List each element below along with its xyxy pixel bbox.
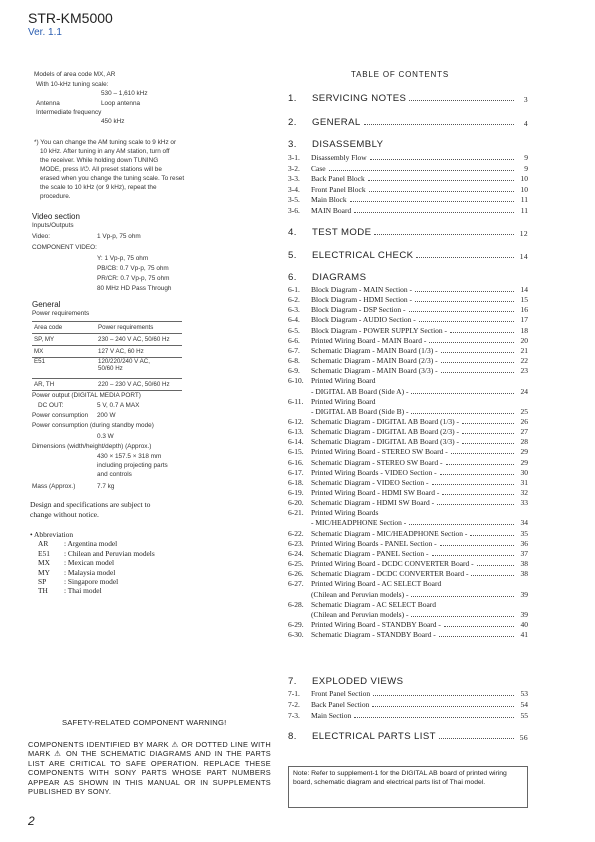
toc-leader-dots	[411, 616, 514, 617]
video-section: Video section Inputs/Outputs Video: 1 Vp-p, 75 ohm COMPONENT VIDEO: Y: 1 Vp-p, 75 ohm PB/CB: 0.7 Vp-p, 75 ohm PR/CR: 0.7 Vp-p, 75 ohm 80 MHz HD Pass Through	[32, 212, 172, 292]
toc-leader-dots	[439, 738, 514, 739]
toc-page-number: 11	[520, 195, 528, 205]
safety-warning-text: COMPONENTS IDENTIFIED BY MARK ⚠ OR DOTTED LINE WITH MARK ⚠ ON THE SCHEMATIC DIAGRAMS AND IN THE PARTS LIST ARE CRITICAL TO SAFE OPERATION. REPLACE THESE COMPONENTS WITH SONY PARTS WHOSE PART NUMBERS APPEAR AS SHOWN IN THIS MANUAL OR IN SUPPLEMENTS PUBLISHED BY SONY.	[28, 740, 271, 797]
toc-page-number: 17	[520, 315, 528, 325]
toc-page-number: 4	[523, 119, 528, 128]
toc-page-number: 29	[520, 447, 528, 457]
toc-entry[interactable]: 6-9. Schematic Diagram - MAIN Board (3/3) - 23	[288, 366, 528, 376]
toc-entry[interactable]: 6-23. Printed Wiring Boards - PANEL Section - 36	[288, 538, 528, 548]
toc-entry[interactable]: 6-12. Schematic Diagram - DIGITAL AB Board (1/3) - 26	[288, 416, 528, 426]
toc-leader-dots	[441, 352, 514, 353]
models-line: Models of area code MX, AR	[34, 71, 116, 78]
toc-page-number: 24	[520, 386, 528, 396]
toc-leader-dots	[441, 372, 514, 373]
toc-leader-dots	[462, 423, 514, 424]
toc-entry[interactable]: 3-3. Back Panel Block 10	[288, 174, 528, 184]
toc-entry[interactable]: (Chilean and Peruvian models) - 39	[311, 589, 528, 599]
toc-entry[interactable]: 6-13. Schematic Diagram - DIGITAL AB Board (2/3) - 27	[288, 427, 528, 437]
toc-leader-dots	[354, 717, 514, 718]
if-value: 450 kHz	[101, 118, 125, 125]
toc-page-number: 25	[520, 406, 528, 416]
tuning-range: 530 – 1,610 kHz	[101, 90, 148, 97]
toc-leader-dots	[441, 362, 514, 363]
toc-leader-dots	[411, 413, 514, 414]
toc-leader-dots	[440, 545, 514, 546]
toc-entry[interactable]: 6-30. Schematic Diagram - STANDBY Board - 41	[288, 630, 528, 640]
toc-leader-dots	[409, 100, 514, 101]
model-title: STR-KM5000	[28, 10, 113, 26]
toc-leader-dots	[409, 524, 514, 525]
toc-page-number: 54	[520, 700, 528, 709]
toc-section[interactable]: 1. SERVICING NOTES 3	[288, 93, 528, 104]
toc-entry[interactable]: 6-19. Printed Wiring Board - HDMI SW Board - 32	[288, 488, 528, 497]
toc-page-number: 10	[520, 184, 528, 194]
toc-page-number: 3	[523, 95, 528, 104]
version-label: Ver. 1.1	[28, 27, 62, 38]
video-section-title: Video section	[32, 212, 80, 221]
table-header-row: Area code Power requirements	[32, 322, 182, 334]
table-row: SP, MY 230 – 240 V AC, 50/60 Hz	[32, 334, 182, 346]
toc-entry[interactable]: 6-7. Schematic Diagram - MAIN Board (1/3) - 21	[288, 345, 528, 355]
toc-page-number: 30	[520, 467, 528, 477]
toc-leader-dots	[450, 332, 514, 333]
design-note: Design and specifications are subject to change without notice.	[30, 500, 151, 519]
toc-leader-dots	[374, 234, 514, 235]
toc-leader-dots	[444, 626, 514, 627]
toc-entry[interactable]: (Chilean and Peruvian models) - 39	[311, 609, 528, 619]
toc-page-number: 29	[520, 457, 528, 467]
toc-entry[interactable]: 3-6. MAIN Board 11	[288, 206, 528, 215]
toc-leader-dots	[415, 301, 514, 302]
toc-entry[interactable]: - DIGITAL AB Board (Side A) - 24	[311, 386, 528, 396]
toc-page-number: 12	[519, 229, 528, 238]
toc-page-number: 32	[520, 488, 528, 497]
power-requirements-table	[32, 321, 182, 391]
abbreviation-list: • Abbreviation AR : Argentina model E51 : Chilean and Peruvian models MX : Mexican model MY : Malaysia model SP : Singapore model TH : Thai model	[30, 530, 155, 596]
toc-entry[interactable]: 3-2. Case 9	[288, 163, 528, 173]
toc-leader-dots	[329, 170, 514, 171]
toc-page-number: 10	[520, 174, 528, 184]
toc-entry[interactable]: 6-15. Printed Wiring Board - STEREO SW Board - 29	[288, 447, 528, 457]
toc-leader-dots	[415, 291, 514, 292]
toc-entry[interactable]: - DIGITAL AB Board (Side B) - 25	[311, 406, 528, 416]
table-row: MX 127 V AC, 60 Hz	[32, 346, 182, 358]
general-title: General	[32, 300, 61, 309]
toc-leader-dots	[442, 494, 514, 495]
toc-leader-dots	[354, 212, 514, 213]
toc-page-number: 39	[520, 589, 528, 599]
toc-section[interactable]: 6. DIAGRAMS	[288, 272, 367, 283]
toc-leader-dots	[409, 311, 514, 312]
toc-leader-dots	[373, 695, 514, 696]
toc-leader-dots	[368, 180, 514, 181]
toc-entry[interactable]: 7-2. Back Panel Section 54	[288, 700, 528, 709]
toc-section[interactable]: 8. ELECTRICAL PARTS LIST 56	[288, 731, 528, 742]
toc-entry[interactable]: 6-11. Printed Wiring Board	[288, 396, 376, 406]
toc-entry[interactable]: 6-4. Block Diagram - AUDIO Section - 17	[288, 315, 528, 325]
toc-page-number: 39	[520, 609, 528, 619]
toc-page-number: 14	[519, 252, 528, 261]
toc-entry[interactable]: 6-26. Schematic Diagram - DCDC CONVERTER Board - 38	[288, 569, 528, 579]
toc-leader-dots	[451, 453, 514, 454]
toc-heading: TABLE OF CONTENTS	[351, 70, 449, 79]
safety-warning-title: SAFETY-RELATED COMPONENT WARNING!	[62, 718, 227, 727]
page-number: 2	[28, 814, 35, 828]
toc-leader-dots	[350, 201, 514, 202]
toc-page-number: 9	[524, 163, 528, 173]
toc-page-number: 16	[520, 305, 528, 315]
toc-entry[interactable]: 3-4. Front Panel Block 10	[288, 184, 528, 194]
toc-section[interactable]: 5. ELECTRICAL CHECK 14	[288, 250, 528, 261]
toc-entry[interactable]: 6-6. Printed Wiring Board - MAIN Board - 20	[288, 335, 528, 345]
tuning-scale-line: With 10-kHz tuning scale:	[36, 81, 109, 88]
table-row: AR, TH 220 – 230 V AC, 50/60 Hz	[32, 379, 182, 391]
toc-leader-dots	[462, 433, 514, 434]
toc-entry[interactable]: 6-1. Block Diagram - MAIN Section - 14	[288, 285, 528, 294]
toc-section[interactable]: 4. TEST MODE 12	[288, 227, 528, 238]
toc-leader-dots	[411, 596, 514, 597]
toc-leader-dots	[370, 159, 514, 160]
table-row: E51 120/220/240 V AC, 50/60 Hz	[32, 358, 182, 379]
toc-entry[interactable]: 6-20. Schematic Diagram - HDMI SW Board - 33	[288, 498, 528, 508]
supplement-note: Note: Refer to supplement-1 for the DIGITAL AB board of printed wiring board, schematic diagram and electrical parts list of Thai model.	[288, 766, 528, 808]
toc-page-number: 20	[520, 335, 528, 345]
toc-page-number: 23	[520, 366, 528, 376]
toc-leader-dots	[432, 555, 514, 556]
toc-leader-dots	[411, 393, 514, 394]
toc-entry[interactable]: 7-3. Main Section 55	[288, 711, 528, 720]
toc-entry[interactable]: 6-16. Schematic Diagram - STEREO SW Board - 29	[288, 457, 528, 467]
toc-entry[interactable]: 6-10. Printed Wiring Board	[288, 376, 376, 386]
toc-entry[interactable]: 6-27. Printed Wiring Board - AC SELECT Board	[288, 579, 442, 589]
toc-entry[interactable]: 6-2. Block Diagram - HDMI Section - 15	[288, 295, 528, 305]
toc-page-number: 9	[524, 153, 528, 162]
toc-entry[interactable]: - MIC/HEADPHONE Section - 34	[311, 518, 528, 528]
toc-entry[interactable]: 6-29. Printed Wiring Board - STANDBY Board - 40	[288, 619, 528, 629]
toc-leader-dots	[446, 464, 514, 465]
toc-leader-dots	[462, 443, 514, 444]
toc-leader-dots	[416, 257, 514, 258]
toc-page-number: 22	[520, 356, 528, 366]
toc-leader-dots	[372, 706, 514, 707]
toc-entry[interactable]: 3-1. Disassembly Flow 9	[288, 153, 528, 162]
toc-page-number: 31	[520, 477, 528, 487]
toc-leader-dots	[364, 124, 514, 125]
toc-page-number: 38	[520, 559, 528, 569]
toc-entry[interactable]: 6-3. Block Diagram - DSP Section - 16	[288, 305, 528, 315]
toc-leader-dots	[429, 342, 514, 343]
antenna-label: Antenna	[36, 100, 60, 107]
toc-page-number: 18	[520, 325, 528, 335]
toc-page-number: 55	[520, 711, 528, 720]
toc-page-number: 15	[520, 295, 528, 305]
toc-leader-dots	[471, 575, 514, 576]
toc-leader-dots	[477, 565, 514, 566]
toc-page-number: 27	[520, 427, 528, 437]
toc-leader-dots	[440, 474, 514, 475]
toc-entry[interactable]: 6-22. Schematic Diagram - MIC/HEADPHONE Section - 35	[288, 528, 528, 538]
toc-page-number: 37	[520, 548, 528, 558]
toc-section[interactable]: 3. DISASSEMBLY	[288, 139, 384, 150]
toc-page-number: 11	[520, 206, 528, 215]
toc-page-number: 35	[520, 528, 528, 538]
toc-section[interactable]: 7. EXPLODED VIEWS	[288, 676, 404, 687]
toc-entry[interactable]: 6-25. Printed Wiring Board - DCDC CONVERTER Board - 38	[288, 559, 528, 569]
am-footnote: *) You can change the AM tuning scale to 9 kHz or 10 kHz. After tuning in any AM station, turn off the receiver. While holding down TUNING MODE, press I/⏻. All preset stations will be erased when you change the tuning scale. To reset the scale to 10 kHz (or 9 kHz), repeat the procedure.	[34, 139, 185, 200]
if-label: Intermediate frequency	[36, 109, 102, 116]
toc-entry[interactable]: 6-21. Printed Wiring Boards	[288, 508, 379, 518]
toc-entry[interactable]: 6-28. Schematic Diagram - AC SELECT Board	[288, 599, 437, 609]
toc-entry[interactable]: 3-5. Main Block 11	[288, 195, 528, 205]
toc-leader-dots	[432, 484, 514, 485]
toc-leader-dots	[419, 321, 514, 322]
toc-entry[interactable]: 6-14. Schematic Diagram - DIGITAL AB Board (3/3) - 28	[288, 437, 528, 447]
toc-page-number: 33	[520, 498, 528, 508]
toc-page-number: 14	[520, 285, 528, 294]
toc-entry[interactable]: 6-8. Schematic Diagram - MAIN Board (2/3) - 22	[288, 356, 528, 366]
toc-page-number: 36	[520, 538, 528, 548]
toc-page-number: 34	[520, 518, 528, 528]
power-specs: Power output (DIGITAL MEDIA PORT) DC OUT: 5 V, 0.7 A MAX Power consumption 200 W Power consumption (during standby mode) 0.3 W Dimensions (width/height/depth) (Approx.) 430 × 157.5 × 318 mm including projecting parts and controls Mass (Approx.) 7.7 kg	[32, 392, 168, 490]
toc-section[interactable]: 2. GENERAL 4	[288, 117, 528, 128]
toc-page-number: 40	[520, 619, 528, 629]
toc-leader-dots	[439, 636, 514, 637]
toc-page-number: 41	[520, 630, 528, 640]
toc-entry[interactable]: 6-17. Printed Wiring Boards - VIDEO Section - 30	[288, 467, 528, 477]
toc-entry[interactable]: 6-5. Block Diagram - POWER SUPPLY Section - 18	[288, 325, 528, 335]
toc-entry[interactable]: 6-18. Schematic Diagram - VIDEO Section - 31	[288, 477, 528, 487]
toc-page-number: 21	[520, 345, 528, 355]
toc-leader-dots	[437, 504, 514, 505]
toc-page-number: 53	[520, 689, 528, 698]
toc-entry[interactable]: 7-1. Front Panel Section 53	[288, 689, 528, 698]
toc-leader-dots	[369, 191, 514, 192]
toc-page-number: 38	[520, 569, 528, 579]
general-section: General Power requirements	[32, 300, 90, 317]
toc-entry[interactable]: 6-24. Schematic Diagram - PANEL Section - 37	[288, 548, 528, 558]
toc-page-number: 28	[520, 437, 528, 447]
toc-page-number: 26	[520, 416, 528, 426]
toc-leader-dots	[470, 535, 514, 536]
antenna-value: Loop antenna	[101, 100, 141, 107]
toc-page-number: 56	[519, 733, 528, 742]
